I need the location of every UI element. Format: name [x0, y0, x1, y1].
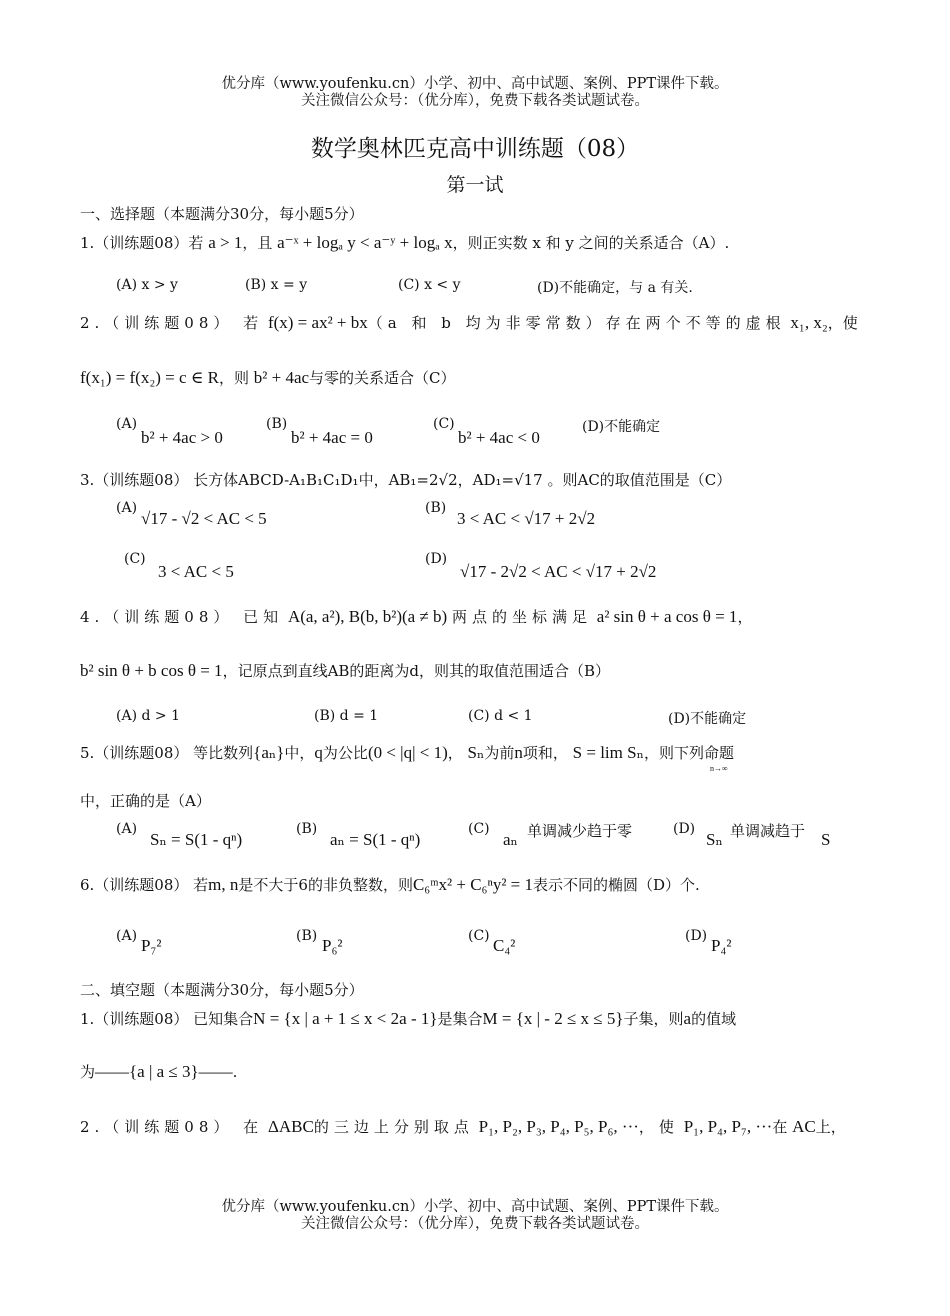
q5-option-c-variable: aₙ — [503, 830, 518, 849]
f2-prefix: 2.（训练题08） 在 — [80, 1118, 264, 1136]
q4-statement: ，记原点到直线AB的距离为d，则其的取值范围适合（B） — [222, 662, 611, 680]
f2-mid-3: 在 — [772, 1118, 788, 1136]
header-line-1: 优分库（www.youfenku.cn）小学、初中、高中试题、案例、PPT课件下载。 — [221, 76, 729, 92]
question-6 — [80, 874, 700, 895]
q4-prefix: 4.（训练题08） 已知 — [80, 608, 284, 626]
q4-option-b: (B) d = 1 — [314, 708, 379, 724]
q5-option-a-label: (A) — [116, 821, 138, 837]
q4-mid: 两点的坐标满足 — [451, 608, 592, 626]
question-5 — [80, 742, 734, 763]
q2-then: ，则 — [218, 369, 249, 387]
f2-mid: 的三边上分别取点 — [313, 1118, 474, 1136]
f1-line2-end: . — [232, 1063, 238, 1081]
question-4-line-2 — [80, 660, 610, 681]
fill-question-1 — [80, 1008, 736, 1029]
q2-option-b-label: (B) — [266, 416, 288, 432]
q5-prefix: 5.（训练题08） 等比数列 — [80, 744, 254, 762]
q5-option-d-text: 单调减趋于 — [730, 822, 806, 840]
q2-option-c: b² + 4ac < 0 — [458, 428, 540, 447]
q2-suffix: ，使 — [827, 314, 858, 332]
q6-equation: C₆ᵐx² + C₆ⁿy² = 1 — [412, 875, 534, 894]
q1-suffix: ，则正实数 x 和 y 之间的关系适合（A）. — [452, 234, 730, 252]
footer-line-1: 优分库（www.youfenku.cn）小学、初中、高中试题、案例、PPT课件下载。 — [221, 1199, 729, 1215]
q5-suffix: ，则下列命题 — [643, 744, 734, 762]
q5-mid-5: 项和， — [522, 744, 568, 762]
header-line-2: 关注微信公众号：（优分库），免费下载各类试题试卷。 — [301, 93, 649, 109]
q6-mid: 是不大于6的非负整数，则 — [238, 876, 413, 894]
q5-limit: S = lim Sₙ — [572, 743, 644, 762]
q6-option-d: P₄² — [711, 936, 732, 955]
f2-points: P₁, P₂, P₃, P₄, P₅, P₆, ··· — [478, 1117, 639, 1136]
f1-line2-prefix: 为 — [80, 1063, 96, 1081]
q4-option-c: (C) d < 1 — [468, 708, 533, 724]
q5-mid-1: 中， — [284, 744, 315, 762]
q2-option-d: (D)不能确定 — [582, 419, 661, 435]
q6-vars: m, n — [208, 875, 239, 894]
q2-option-c-label: (C) — [433, 416, 455, 432]
q5-limit-subscript: n→∞ — [710, 764, 728, 773]
fill-question-1-line-2 — [80, 1061, 237, 1082]
q5-option-d-end: S — [821, 830, 831, 849]
footer-line-2: 关注微信公众号：（优分库），免费下载各类试题试卷。 — [301, 1216, 649, 1232]
q3-option-a-label: (A) — [116, 500, 138, 516]
q4-option-a: (A) d > 1 — [116, 708, 180, 724]
question-5-line-2: 中，正确的是（A） — [80, 792, 211, 810]
q3-option-b: 3 < AC < √17 + 2√2 — [457, 509, 596, 528]
question-4 — [80, 606, 752, 627]
f1-set-m: M = {x | - 2 ≤ x ≤ 5} — [482, 1009, 624, 1028]
q6-option-d-label: (D) — [685, 928, 708, 944]
f1-suffix: 子集，则 — [623, 1010, 684, 1028]
q2-relation: 与零的关系适合（C） — [309, 369, 456, 387]
q3-option-d: √17 - 2√2 < AC < √17 + 2√2 — [460, 562, 657, 581]
q6-option-a: P₇² — [141, 936, 162, 955]
f1-answer: ——{a | a ≤ 3}—— — [95, 1062, 233, 1081]
q2-option-b: b² + 4ac = 0 — [291, 428, 373, 447]
fill-question-2 — [80, 1116, 846, 1137]
question-2 — [80, 312, 858, 333]
f1-a: a — [683, 1009, 692, 1028]
q1-option-d: (D)不能确定，与 a 有关. — [537, 280, 693, 296]
q2-roots: x₁, x₂ — [790, 313, 828, 332]
q1-prefix: 1.（训练题08）若 — [80, 234, 204, 252]
f2-side: AC — [792, 1117, 816, 1136]
q5-option-d-label: (D) — [673, 821, 696, 837]
q5-option-a: Sₙ = S(1 - qⁿ) — [150, 830, 243, 849]
q5-sequence: {aₙ} — [253, 743, 285, 762]
q5-option-b: aₙ = S(1 - qⁿ) — [330, 830, 421, 849]
q4-equation-2: b² sin θ + b cos θ = 1 — [80, 661, 223, 680]
q3-option-d-label: (D) — [425, 551, 448, 567]
q3-option-c-label: (C) — [124, 551, 146, 567]
q5-option-b-label: (B) — [296, 821, 318, 837]
f1-mid: 是集合 — [437, 1010, 483, 1028]
q1-mid: ，且 — [242, 234, 273, 252]
f2-points-2: P₁, P₄, P₇, ··· — [683, 1117, 773, 1136]
q1-cond1: a > 1 — [208, 233, 243, 252]
q2-mid: （a 和 b 均为非零常数）存在两个不等的虚根 — [367, 314, 786, 332]
q5-n: n — [514, 743, 523, 762]
q2-option-a-label: (A) — [116, 416, 138, 432]
q4-option-d: (D)不能确定 — [668, 711, 747, 727]
question-3: 3.（训练题08） 长方体ABCD-A₁B₁C₁D₁中，AB₁=2√2，AD₁=√17 。则AC的取值范围是（C） — [80, 471, 732, 489]
page-title: 数学奥林匹克高中训练题（08） — [310, 136, 640, 162]
q2-option-a: b² + 4ac > 0 — [141, 428, 223, 447]
q2-func: f(x) = ax² + bx — [267, 313, 368, 332]
q5-mid-4: 为前 — [484, 744, 515, 762]
q3-option-c: 3 < AC < 5 — [158, 562, 234, 581]
q6-option-c-label: (C) — [468, 928, 490, 944]
f2-suffix: 上， — [815, 1118, 846, 1136]
q5-ratio: q — [314, 743, 323, 762]
f1-suffix-2: 的值域 — [691, 1010, 737, 1028]
question-2-line-2 — [80, 367, 456, 388]
f2-triangle: ΔABC — [267, 1117, 314, 1136]
q2-expression: b² + 4ac — [253, 368, 310, 387]
q2-condition: f(x₁) = f(x₂) = c ∈ R — [80, 368, 219, 387]
q1-option-b: (B) x = y — [245, 277, 308, 293]
q5-mid-2: 为公比 — [322, 744, 368, 762]
q6-prefix: 6.（训练题08） 若 — [80, 876, 209, 894]
q1-cond2: a⁻ˣ + logₐ y < a⁻ʸ + logₐ x — [277, 233, 453, 252]
q6-option-c: C₄² — [493, 936, 516, 955]
question-1 — [80, 232, 729, 253]
page-subtitle: 第一试 — [446, 174, 504, 196]
q3-option-a: √17 - √2 < AC < 5 — [141, 509, 267, 528]
q4-comma: ， — [737, 608, 753, 626]
q6-option-b-label: (B) — [296, 928, 318, 944]
q3-option-b-label: (B) — [425, 500, 447, 516]
q6-option-b: P₆² — [322, 936, 343, 955]
q5-sn: Sₙ — [467, 743, 485, 762]
q5-option-c-text: 单调减少趋于零 — [527, 822, 633, 840]
q1-option-a: (A) x > y — [116, 277, 178, 293]
section-1-heading: 一、选择题（本题满分30分，每小题5分） — [80, 205, 364, 223]
q5-option-c-label: (C) — [468, 821, 490, 837]
q4-equation-1: a² sin θ + a cos θ = 1 — [596, 607, 738, 626]
q6-option-a-label: (A) — [116, 928, 138, 944]
q1-option-c: (C) x < y — [398, 277, 461, 293]
f1-prefix: 1.（训练题08） 已知集合 — [80, 1010, 254, 1028]
q2-prefix: 2.（训练题08） 若 — [80, 314, 264, 332]
q4-points: A(a, a²), B(b, b²)(a ≠ b) — [287, 607, 448, 626]
f1-set-n: N = {x | a + 1 ≤ x < 2a - 1} — [253, 1009, 438, 1028]
q5-range: (0 < |q| < 1) — [367, 743, 448, 762]
section-2-heading: 二、填空题（本题满分30分，每小题5分） — [80, 981, 364, 999]
q5-mid-3: ， — [447, 744, 463, 762]
q6-suffix: 表示不同的椭圆（D）个. — [533, 876, 700, 894]
q5-option-d-variable: Sₙ — [706, 830, 723, 849]
f2-mid-2: ，使 — [638, 1118, 679, 1136]
